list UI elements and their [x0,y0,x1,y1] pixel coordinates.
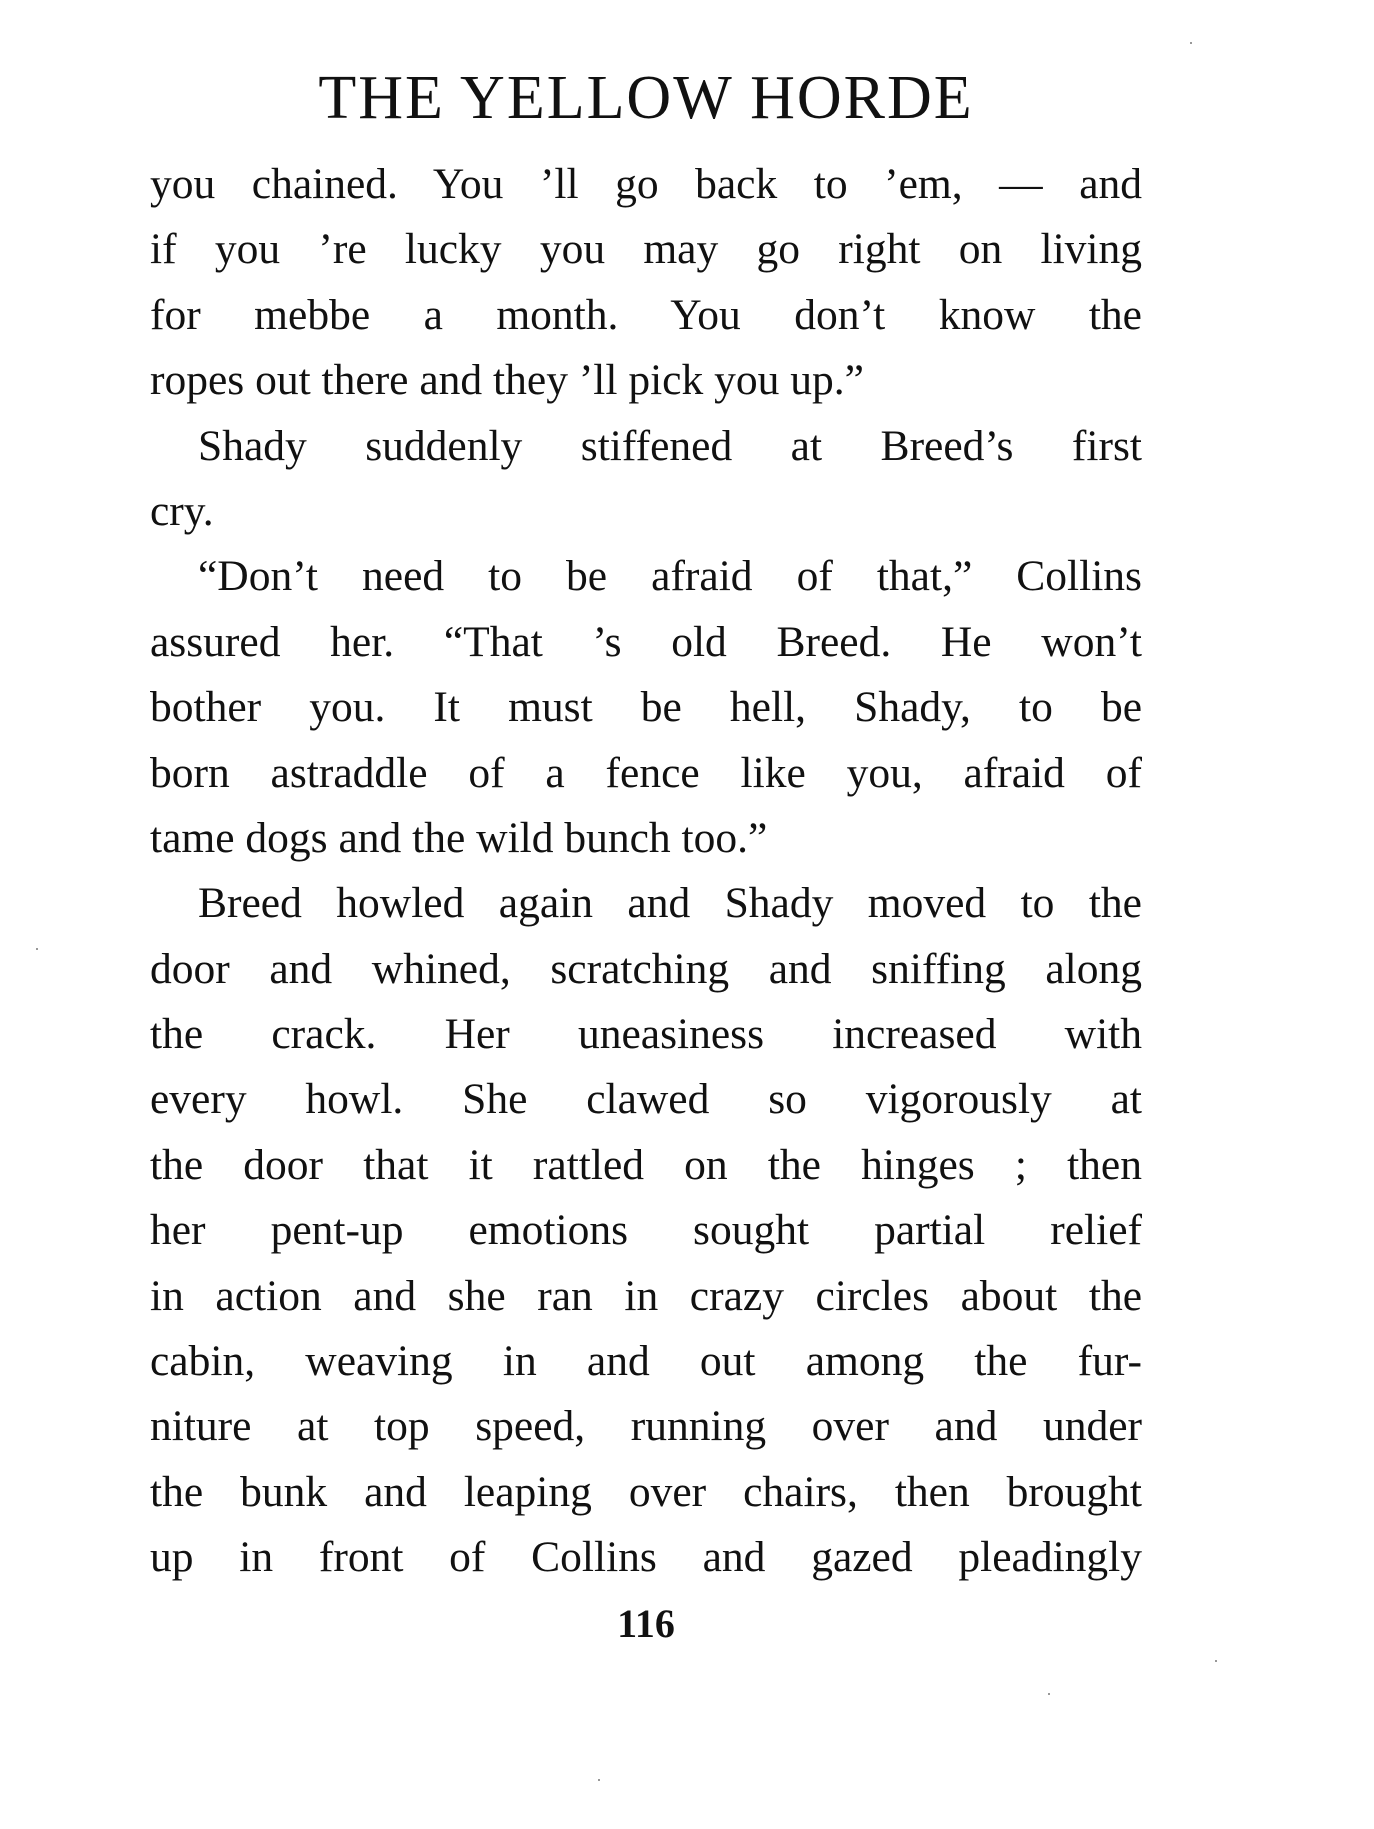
body-text [150,152,1142,1591]
text-line: Breed howled again and Shady moved to the [198,879,1142,928]
text-line: tame dogs and the wild bunch too.” [150,813,768,862]
text-line: assured her. “That ’s old Breed. He won’t [150,617,1142,666]
scan-speck [1190,42,1192,44]
text-line: cabin, weaving in and out among the fur- [150,1337,1142,1386]
text-line: born astraddle of a fence like you, afraid of [150,748,1142,797]
text-line: “Don’t need to be afraid of that,” Collins [198,552,1142,601]
scan-speck [1048,1693,1050,1695]
page-number: 116 [617,1601,675,1646]
scan-speck [36,948,38,950]
text-line: niture at top speed, running over and under [150,1402,1142,1451]
text-line: the door that it rattled on the hinges ; then [150,1140,1142,1189]
text-line: Shady suddenly stiffened at Breed’s first [198,421,1142,470]
text-line: you chained. You ’ll go back to ’em, — and [150,160,1142,208]
text-line: door and whined, scratching and sniffing along [150,944,1142,993]
text-line: ropes out there and they ’ll pick you up.” [150,356,864,405]
text-line: bother you. It must be hell, Shady, to be [150,683,1142,732]
text-line: the bunk and leaping over chairs, then brought [150,1467,1142,1516]
text-line: if you ’re lucky you may go right on living [150,225,1142,274]
text-line: her pent-up emotions sought partial relief [150,1206,1142,1255]
scan-speck [598,1779,600,1781]
text-line: cry. [150,486,214,535]
text-line: in action and she ran in crazy circles about the [150,1271,1142,1320]
text-line: every howl. She clawed so vigorously at [150,1075,1142,1124]
text-line: the crack. Her uneasiness increased with [150,1010,1142,1059]
text-line: for mebbe a month. You don’t know the [150,290,1142,339]
text-line: up in front of Collins and gazed pleadingly [150,1533,1142,1582]
running-head: THE YELLOW HORDE [318,64,974,132]
scan-speck [1215,1660,1217,1662]
